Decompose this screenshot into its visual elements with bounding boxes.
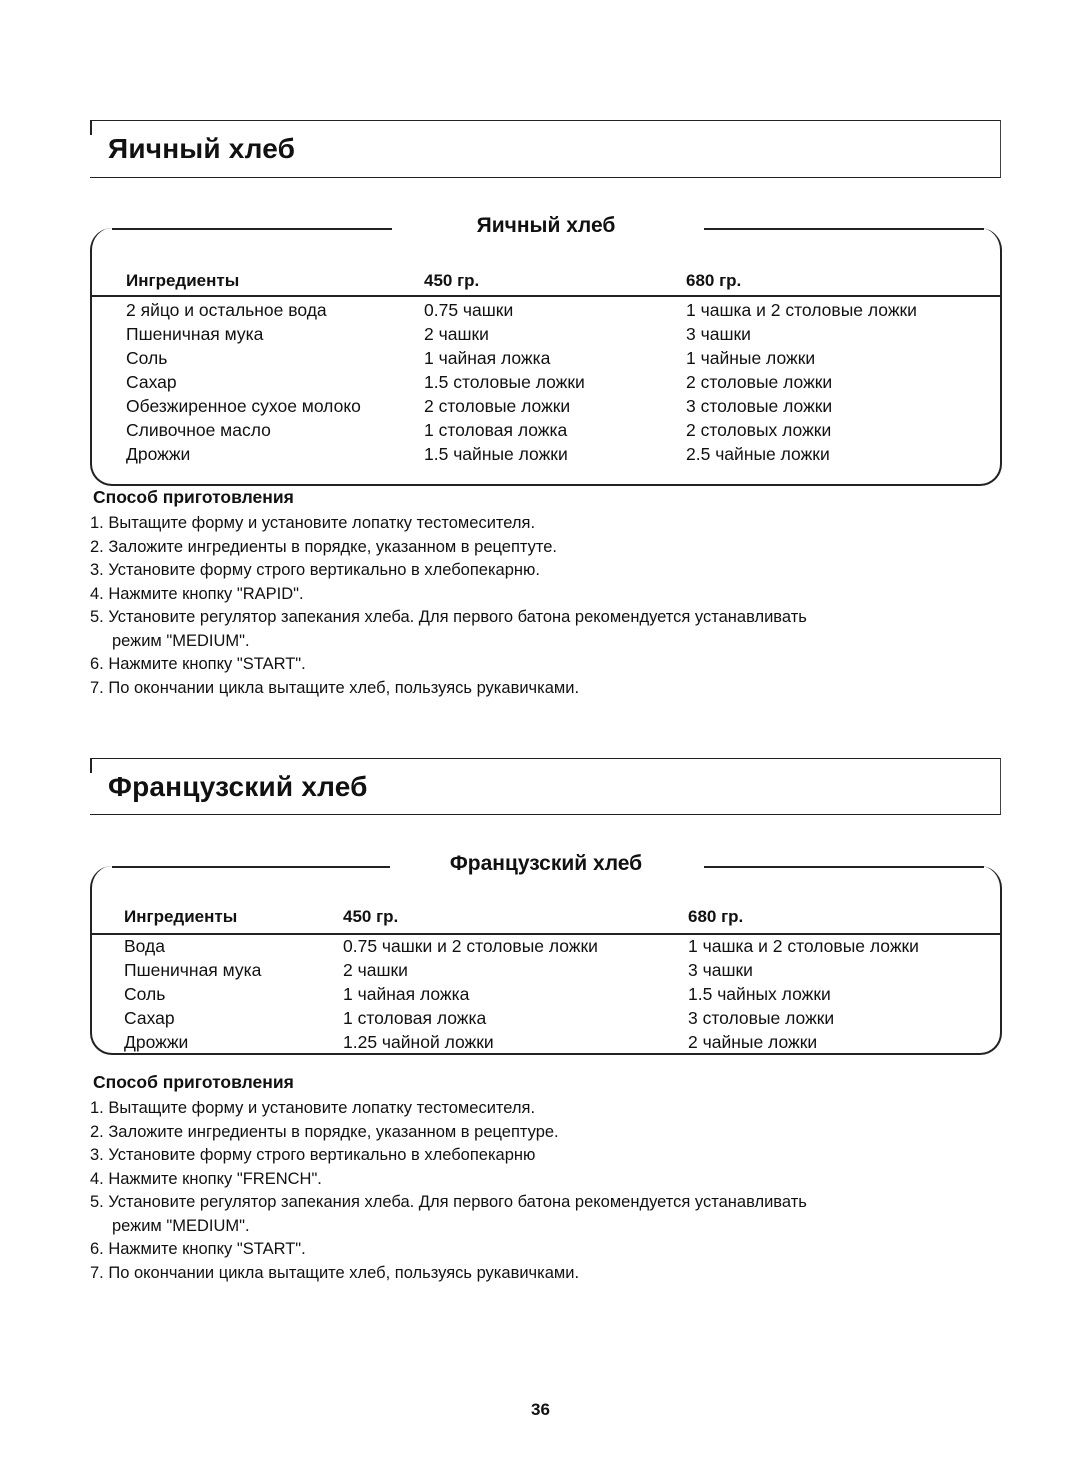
table-header: 680 гр. — [686, 271, 742, 290]
method-step — [90, 1191, 990, 1238]
step-text: 5. Установите регулятор запекания хлеба. Для первого батона рекомендуется устанавливать — [90, 608, 807, 626]
step-text: 1. Вытащите форму и установите лопатку тестомесителя. — [90, 1099, 536, 1117]
table-cell: Соль — [126, 348, 168, 368]
table-cell: 1.25 чайной ложки — [343, 1032, 494, 1052]
step-text: 7. По окончании цикла вытащите хлеб, пользуясь рукавичками. — [90, 678, 580, 697]
table-cell: 3 столовые ложки — [688, 1008, 835, 1028]
table-cell: Сливочное масло — [126, 420, 271, 440]
step-text: 7. По окончании цикла вытащите хлеб, пользуясь рукавичками. — [90, 1263, 580, 1282]
table-cell: Пшеничная мука — [126, 324, 264, 344]
table-header: 450 гр. — [424, 271, 480, 290]
method-step — [90, 1168, 990, 1192]
table-cell: 2 столовые ложки — [686, 372, 833, 392]
header-separator — [92, 295, 1000, 297]
table-cell: 1.5 чайные ложки — [424, 444, 568, 464]
table-cell: 1 столовая ложка — [424, 420, 568, 440]
step-text: 2. Заложите ингредиенты в порядке, указанном в рецептуре. — [90, 1122, 559, 1141]
method-step — [90, 653, 990, 677]
table-cell: 2 чашки — [343, 960, 408, 980]
method-step — [90, 1121, 990, 1145]
method-step — [90, 536, 990, 560]
step-text: 4. Нажмите кнопку "FRENCH". — [90, 1169, 322, 1188]
page-number: 36 — [531, 1400, 550, 1419]
heading-box-tick — [90, 759, 92, 773]
table-cell: 2 столовых ложки — [686, 420, 832, 440]
table-cell: 2.5 чайные ложки — [686, 444, 830, 464]
table-cell: 1 чашка и 2 столовые ложки — [688, 936, 919, 956]
section-heading: Яичный хлеб — [108, 133, 296, 164]
method-step — [90, 512, 990, 536]
method-heading: Способ приготовления — [93, 487, 294, 507]
step-text: 6. Нажмите кнопку "START". — [90, 655, 306, 673]
table-cell: Сахар — [124, 1008, 175, 1028]
table-cell: 1 чайные ложки — [686, 348, 816, 368]
method-step — [90, 606, 990, 653]
section-heading-box — [90, 758, 1001, 815]
method-step — [90, 1238, 990, 1262]
heading-box-tick — [90, 121, 92, 135]
step-text: 3. Установите форму строго вертикально в хлебопекарню. — [90, 561, 540, 579]
table-cell: 2 чайные ложки — [688, 1032, 818, 1052]
table-cell: 0.75 чашки — [424, 300, 514, 320]
method-step — [90, 1262, 990, 1286]
section-heading-box — [90, 120, 1001, 178]
table-cell: 2 яйцо и остальное вода — [126, 300, 327, 320]
table-cell: Соль — [124, 984, 166, 1004]
table-cell: 1.5 чайных ложки — [688, 984, 831, 1004]
table-cell: 1.5 столовые ложки — [424, 372, 585, 392]
method-step — [90, 1097, 990, 1121]
table-cell: Обезжиренное сухое молоко — [126, 396, 361, 416]
table-cell: Пшеничная мука — [124, 960, 262, 980]
table-header: 450 гр. — [343, 907, 399, 926]
method-step — [90, 583, 990, 607]
step-text: режим "MEDIUM". — [112, 631, 250, 650]
step-text: 1. Вытащите форму и установите лопатку тестомесителя. — [90, 514, 536, 532]
table-cell: 1 столовая ложка — [343, 1008, 487, 1028]
table-cell: 0.75 чашки и 2 столовые ложки — [343, 936, 598, 956]
table-cell: 3 чашки — [686, 324, 751, 344]
method-step — [90, 559, 990, 583]
step-text: 6. Нажмите кнопку "START". — [90, 1240, 306, 1258]
method-heading: Способ приготовления — [93, 1072, 294, 1092]
table-cell: 1 чайная ложка — [424, 348, 551, 368]
table-header: 680 гр. — [688, 907, 744, 926]
table-cell: Вода — [124, 936, 165, 956]
step-text: 3. Установите форму строго вертикально в хлебопекарню — [90, 1146, 536, 1164]
table-cell: 2 чашки — [424, 324, 489, 344]
table-cell: Дрожжи — [126, 444, 191, 464]
method-step — [90, 677, 990, 701]
table-cell: 1 чашка и 2 столовые ложки — [686, 300, 917, 320]
step-text: режим "MEDIUM". — [112, 1216, 250, 1235]
table-cell: 1 чайная ложка — [343, 984, 470, 1004]
section-heading: Французский хлеб — [108, 770, 368, 802]
table-title: Яичный хлеб — [476, 214, 616, 237]
method-step — [90, 1144, 990, 1168]
table-header: Ингредиенты — [124, 907, 238, 926]
table-cell: 3 чашки — [688, 960, 753, 980]
step-text: 5. Установите регулятор запекания хлеба. Для первого батона рекомендуется устанавливать — [90, 1193, 807, 1211]
table-header: Ингредиенты — [126, 271, 240, 290]
header-separator — [92, 933, 1000, 935]
step-text: 4. Нажмите кнопку "RAPID". — [90, 584, 304, 603]
table-title: Французский хлеб — [449, 852, 643, 875]
table-cell: 3 столовые ложки — [686, 396, 833, 416]
table-cell: 2 столовые ложки — [424, 396, 571, 416]
step-text: 2. Заложите ингредиенты в порядке, указанном в рецептуте. — [90, 537, 558, 556]
table-cell: Дрожжи — [124, 1032, 189, 1052]
table-cell: Сахар — [126, 372, 177, 392]
